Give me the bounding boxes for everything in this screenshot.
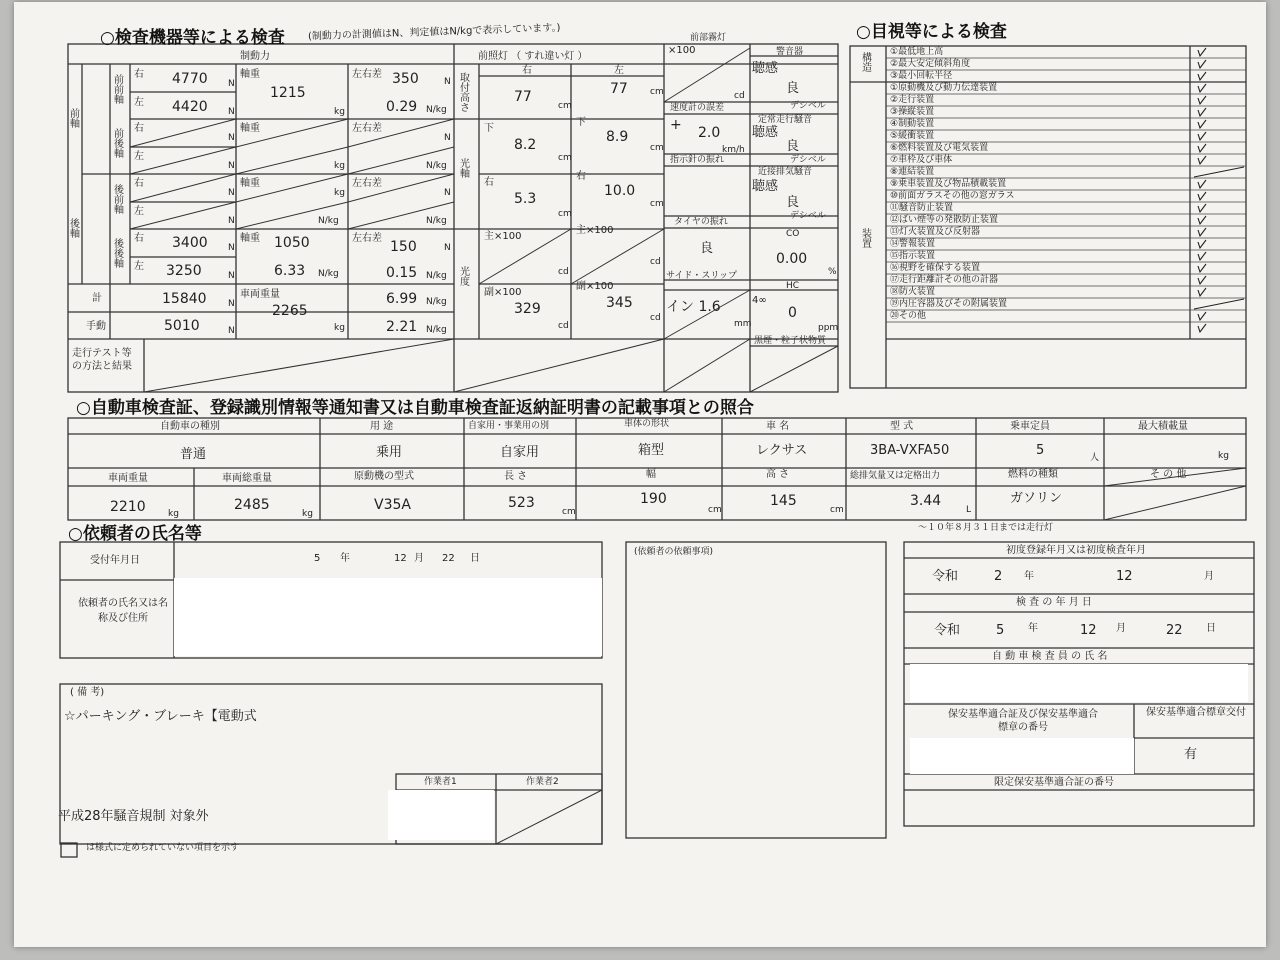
remarks-line-2: 平成28年騒音規制 対象外: [58, 809, 209, 824]
equipment-label: 装置: [862, 229, 872, 250]
luminosity-label: 光度: [460, 267, 470, 288]
vehicle-type: 普通: [180, 447, 207, 462]
visual-item: ①原動機及び動力伝達装置: [890, 83, 998, 93]
visual-item: ②最大安定傾斜角度: [890, 59, 971, 69]
vehicle-weight-value: 2265: [272, 303, 308, 319]
axis-right-left-label: 右: [576, 171, 586, 182]
horn-audible-value: 良: [786, 81, 800, 96]
ff-diff-value: 350: [392, 71, 419, 87]
height-left-unit: cm: [650, 87, 664, 97]
engine-model: V35A: [374, 497, 411, 513]
vehicle-weight: 2210: [110, 499, 146, 515]
indicator-shift-label: 指示針の振れ: [670, 155, 725, 165]
capacity-unit: 人: [1090, 453, 1100, 463]
rr-diff-ratio-unit: N/kg: [426, 271, 447, 281]
fog-unit: cd: [734, 91, 745, 101]
speedometer-error-label: 速度計の誤差: [670, 103, 725, 113]
lum-sub-right-unit: cd: [558, 321, 569, 331]
lum-main-left-label: 主×100: [576, 225, 614, 236]
visual-title: ○目視等による検査: [856, 22, 1007, 42]
h-shape: 車体の形状: [624, 419, 670, 429]
braking-header: 制動力: [240, 51, 270, 62]
remarks-label: ( 備 考): [70, 687, 105, 698]
inspection-note: (制動力の計測値はN、判定値はN/kgで表示しています。): [307, 22, 561, 43]
height-unit: cm: [830, 505, 844, 515]
fr-ratio-unit: N/kg: [426, 161, 447, 171]
visual-item: ⑫ばい煙等の発散防止装置: [890, 215, 999, 225]
front-front-axle-label: 前前軸: [114, 75, 124, 106]
visual-item: ⑨乗車装置及び物品積載装置: [890, 179, 1007, 189]
inspect-day: 22: [1166, 623, 1183, 638]
tire-shift-label: タイヤの振れ: [674, 217, 728, 227]
hand-ratio-value: 2.21: [386, 319, 418, 335]
width-unit: cm: [708, 505, 722, 515]
h-model: 型 式: [890, 421, 914, 432]
first-reg-month-unit: 月: [1204, 571, 1214, 582]
fixed-noise-label: 定常走行騒音: [758, 115, 813, 125]
rr-diff-unit: N: [444, 243, 451, 253]
rr-ratio-value: 6.33: [274, 263, 306, 279]
redacted-inspector-name: [910, 664, 1248, 702]
ff-diff-unit: N: [444, 77, 451, 87]
ff-axle-value: 1215: [270, 85, 306, 101]
horn-unit: デシベル: [790, 101, 826, 111]
vehicle-height: 145: [770, 493, 797, 509]
headlight-header: 前照灯 （ すれ違い灯 ）: [478, 51, 588, 62]
vehicle-gross-weight: 2485: [234, 497, 270, 513]
axis-down-right-label: 下: [484, 123, 494, 134]
received-month-unit: 月: [414, 553, 424, 564]
hc-label: HC: [786, 281, 800, 291]
total-value: 15840: [162, 291, 207, 307]
fr-axle-unit: kg: [334, 161, 345, 171]
lum-sub-right-label: 副×100: [484, 287, 522, 298]
rf-axle-weight-label: 軸重: [240, 178, 260, 189]
h-gross: 車両総重量: [222, 473, 272, 484]
rear-axle-label: 後軸: [70, 219, 80, 240]
sticker-label: 保安基準適合標章交付: [1146, 707, 1246, 718]
visual-item: ③最小回転半径: [890, 71, 953, 81]
h-type: 自動車の種別: [160, 421, 220, 432]
rf-right-label: 右: [134, 178, 144, 189]
side-slip-label: サイド・スリップ: [666, 271, 738, 281]
ff-left-value: 4420: [172, 99, 208, 115]
visual-item: ⑭警報装置: [890, 239, 936, 249]
speed-error-unit: km/h: [722, 145, 745, 155]
total-ratio-value: 6.99: [386, 291, 418, 307]
vehicle-name: レクサス: [756, 443, 808, 458]
co-value: 0.00: [776, 251, 808, 267]
lum-sub-left-value: 345: [606, 295, 633, 311]
rf-diff-unit: N: [444, 188, 451, 198]
limited-cert-label: 限定保安基準適合証の番号: [994, 777, 1114, 788]
h-private: 自家用・事業用の別: [468, 421, 550, 431]
redacted-requester-name: [174, 578, 602, 656]
worker1-label: 作業者1: [424, 777, 457, 787]
h-width: 幅: [646, 469, 656, 480]
visual-item: ①最低地上高: [890, 47, 944, 57]
remarks-line-1: ☆パーキング・ブレーキ【電動式: [64, 709, 257, 724]
rf-left-label: 左: [134, 206, 144, 217]
requester-title: ○依頼者の氏名等: [68, 524, 202, 544]
rr-diff-label: 左右差: [352, 233, 382, 244]
hc-cycle: 4∞: [752, 295, 767, 306]
inspection-title: ○検査機器等による検査: [100, 28, 285, 48]
hand-brake-label: 手動: [86, 321, 106, 332]
total-unit: N: [228, 299, 235, 309]
inspector-name-label: 自 動 車 検 査 員 の 氏 名: [992, 651, 1108, 662]
side-slip-unit: mm: [734, 319, 752, 329]
ff-ratio-value: 0.29: [386, 99, 418, 115]
fr-diff-label: 左右差: [352, 123, 382, 134]
displacement-unit: L: [966, 505, 972, 515]
fr-left-label: 左: [134, 151, 144, 162]
received-year: 5: [314, 553, 321, 564]
front-rear-axle-label: 前後軸: [114, 129, 124, 160]
axis-down-left-label: 下: [576, 117, 586, 128]
rr-diff-value: 150: [390, 239, 417, 255]
length-unit: cm: [562, 507, 576, 517]
total-ratio-unit: N/kg: [426, 297, 447, 307]
rr-diff-ratio-value: 0.15: [386, 265, 418, 281]
ff-left-unit: N: [228, 107, 235, 117]
rf-diff-label: 左右差: [352, 178, 382, 189]
sticker-value: 有: [1184, 747, 1198, 762]
rr-right-unit: N: [228, 243, 235, 253]
first-reg-year: 2: [994, 569, 1003, 584]
smoke-label: 黒煙・粒子状物質: [754, 336, 827, 346]
request-items-label: (依頼者の依頼事項): [634, 547, 714, 557]
fog-x100-label: ×100: [668, 45, 696, 56]
ff-left-label: 左: [134, 97, 144, 108]
axis-down-left-value: 8.9: [606, 129, 629, 145]
axis-down-right-unit: cm: [558, 153, 572, 163]
visual-item: ⑥燃料装置及び電気装置: [890, 143, 989, 153]
ff-right-label: 右: [134, 69, 144, 80]
redacted-worker1: [388, 790, 494, 840]
rr-left-value: 3250: [166, 263, 202, 279]
inspect-day-unit: 日: [1206, 623, 1216, 634]
fr-right-unit: N: [228, 133, 235, 143]
hand-brake-unit: N: [228, 326, 235, 336]
fr-right-label: 右: [134, 123, 144, 134]
height-right-unit: cm: [558, 101, 572, 111]
rr-ratio-unit: N/kg: [318, 269, 339, 279]
gross-unit: kg: [302, 509, 313, 519]
visual-item: ⑬灯火装置及び反射器: [890, 227, 981, 237]
axis-right-right-unit: cm: [558, 209, 572, 219]
visual-item: ⑩前面ガラスその他の窓ガラス: [890, 191, 1015, 201]
received-date-label: 受付年月日: [90, 555, 140, 566]
rr-left-label: 左: [134, 261, 144, 272]
first-reg-year-unit: 年: [1024, 571, 1034, 582]
h-max-load: 最大積載量: [1138, 421, 1188, 432]
displacement: 3.44: [910, 493, 942, 509]
vehicle-shape: 箱型: [638, 443, 665, 458]
hl-left-header: 左: [614, 65, 624, 76]
inspect-era: 令和: [934, 623, 961, 638]
vehicle-weight-unit: kg: [334, 323, 345, 333]
visual-item: ⑮指示装置: [890, 251, 936, 261]
vehicle-width: 190: [640, 491, 667, 507]
vehicle-model: 3BA-VXFA50: [870, 443, 950, 458]
exhaust-noise-label: 近接排気騒音: [758, 167, 813, 177]
side-slip-value: イン 1.6: [666, 299, 721, 315]
h-length: 長 さ: [504, 471, 528, 482]
first-registration-label: 初度登録年月又は初度検査年月: [1006, 545, 1146, 556]
visual-item: ④制動装置: [890, 119, 935, 129]
rf-right-unit: N: [228, 188, 235, 198]
inspect-month: 12: [1080, 623, 1097, 638]
form-grid-lines: [14, 2, 1266, 947]
height-right-value: 77: [514, 89, 532, 105]
co-label: CO: [786, 229, 800, 239]
rr-right-value: 3400: [172, 235, 208, 251]
fog-header: 前部霧灯: [690, 33, 727, 43]
inspect-month-unit: 月: [1116, 623, 1126, 634]
rr-axle-value: 1050: [274, 235, 310, 251]
axis-right-left-value: 10.0: [604, 183, 636, 199]
rear-front-axle-label: 後前軸: [114, 185, 124, 216]
ff-diff-label: 左右差: [352, 69, 382, 80]
rear-rear-axle-label: 後後軸: [114, 239, 124, 270]
received-day: 22: [442, 553, 455, 564]
lum-sub-left-label: 副×100: [576, 281, 614, 292]
fixed-noise-value: 良: [786, 139, 800, 154]
fixed-noise-audible-label: 聴感: [752, 125, 779, 140]
ff-right-value: 4770: [172, 71, 208, 87]
first-reg-era: 令和: [932, 569, 959, 584]
speed-error-value: 2.0: [698, 125, 721, 141]
rf-left-unit: N: [228, 216, 235, 226]
safety-cert-label: 保安基準適合証及び保安基準適合標章の番号: [948, 709, 1098, 733]
hl-right-header: 右: [522, 65, 532, 76]
h-other: そ の 他: [1150, 469, 1187, 480]
visual-item: ⑤緩衝装置: [890, 131, 935, 141]
optical-axis-label: 光軸: [460, 159, 470, 180]
requester-name-label: 依頼者の氏名又は名称及び住所: [78, 598, 168, 624]
h-name: 車 名: [766, 421, 790, 432]
axis-right-left-unit: cm: [650, 199, 664, 209]
visual-item: ⑪騒音防止装置: [890, 203, 954, 213]
received-year-unit: 年: [340, 553, 350, 564]
ff-right-unit: N: [228, 79, 235, 89]
rf-axle-ratio-unit: N/kg: [318, 216, 339, 226]
exhaust-noise-value: 良: [786, 195, 800, 210]
inspection-date-label: 検 査 の 年 月 日: [1016, 597, 1092, 608]
weight-unit: kg: [168, 509, 179, 519]
axis-right-right-label: 右: [484, 177, 494, 188]
received-month: 12: [394, 553, 407, 564]
received-day-unit: 日: [470, 553, 480, 564]
lum-main-left-unit: cd: [650, 257, 661, 267]
exhaust-noise-unit: デシベル: [790, 211, 826, 221]
fr-axle-weight-label: 軸重: [240, 123, 260, 134]
ff-axle-unit: kg: [334, 107, 345, 117]
axis-down-left-unit: cm: [650, 143, 664, 153]
inspect-year-unit: 年: [1028, 623, 1038, 634]
lum-main-right-unit: cd: [558, 267, 569, 277]
visual-item: ③操縦装置: [890, 107, 935, 117]
fuel-type: ガソリン: [1010, 491, 1063, 506]
lum-sub-right-value: 329: [514, 301, 541, 317]
h-fuel: 燃料の種類: [1008, 469, 1058, 480]
rr-left-unit: N: [228, 271, 235, 281]
hand-brake-value: 5010: [164, 318, 200, 334]
height-left-value: 77: [610, 81, 628, 97]
test-method-label: 走行テスト等の方法と結果: [72, 348, 132, 372]
visual-item: ⑱防火装置: [890, 287, 936, 297]
lum-main-right-label: 主×100: [484, 231, 522, 242]
hc-unit: ppm: [818, 323, 839, 333]
rf-ratio-unit: N/kg: [426, 216, 447, 226]
axis-down-right-value: 8.2: [514, 137, 537, 153]
vehicle-capacity: 5: [1036, 443, 1045, 458]
horn-audible-label: 聴感: [752, 61, 779, 76]
mount-height-label: 取付高さ: [460, 73, 470, 114]
exhaust-audible-label: 聴感: [752, 179, 779, 194]
collation-title: ○自動車検査証、登録識別情報等通知書又は自動車検査証返納証明書の記載事項との照合: [76, 398, 754, 418]
h-use: 用 途: [370, 421, 394, 432]
visual-item: ⑰走行距離計その他の計器: [890, 275, 999, 285]
h-displacement: 総排気量又は定格出力: [850, 471, 941, 481]
vehicle-length: 523: [508, 495, 535, 511]
vehicle-private: 自家用: [500, 445, 540, 460]
visual-item: ⑦車枠及び車体: [890, 155, 953, 165]
co-unit: %: [828, 267, 837, 277]
worker2-label: 作業者2: [526, 777, 559, 787]
visual-item: ⑳その他: [890, 311, 927, 321]
fr-left-unit: N: [228, 161, 235, 171]
tire-shift-value: 良: [700, 241, 714, 256]
total-label: 計: [92, 293, 102, 304]
visual-item: ⑯視野を確保する装置: [890, 263, 981, 273]
h-capacity: 乗車定員: [1010, 421, 1050, 432]
max-load-unit: kg: [1218, 451, 1229, 461]
structure-label: 構造: [862, 53, 872, 74]
lum-sub-left-unit: cd: [650, 313, 661, 323]
front-axle-label: 前軸: [70, 109, 80, 130]
rr-axle-weight-label: 軸重: [240, 233, 260, 244]
horn-header: 警音器: [776, 47, 804, 57]
rf-axle-unit: kg: [334, 188, 345, 198]
rr-right-label: 右: [134, 233, 144, 244]
speed-sign: +: [670, 117, 682, 133]
fixed-noise-unit: デシベル: [790, 155, 826, 165]
visual-item: ⑲内圧容器及びその附属装置: [890, 299, 1008, 309]
hc-value: 0: [788, 305, 797, 321]
ff-axle-weight-label: 軸重: [240, 69, 260, 80]
inspection-sheet: [14, 2, 1266, 947]
visual-item: ⑧連結装置: [890, 167, 935, 177]
vehicle-use: 乗用: [376, 445, 403, 460]
hand-ratio-unit: N/kg: [426, 325, 447, 335]
fr-diff-unit: N: [444, 133, 451, 143]
collation-footnote: ～１０年８月３１日までは走行灯: [918, 523, 1054, 533]
visual-item: ②走行装置: [890, 95, 935, 105]
h-engine: 原動機の型式: [354, 471, 414, 482]
h-weight: 車両重量: [108, 473, 148, 484]
axis-right-right-value: 5.3: [514, 191, 537, 207]
first-reg-month: 12: [1116, 569, 1133, 584]
inspect-year: 5: [996, 623, 1005, 638]
h-height: 高 さ: [766, 469, 790, 480]
ff-ratio-unit: N/kg: [426, 105, 447, 115]
redacted-certificate-number: [910, 738, 1134, 774]
vehicle-weight-label: 車両重量: [240, 289, 280, 300]
legend-text: は様式に定められていない項目を示す: [86, 843, 240, 853]
